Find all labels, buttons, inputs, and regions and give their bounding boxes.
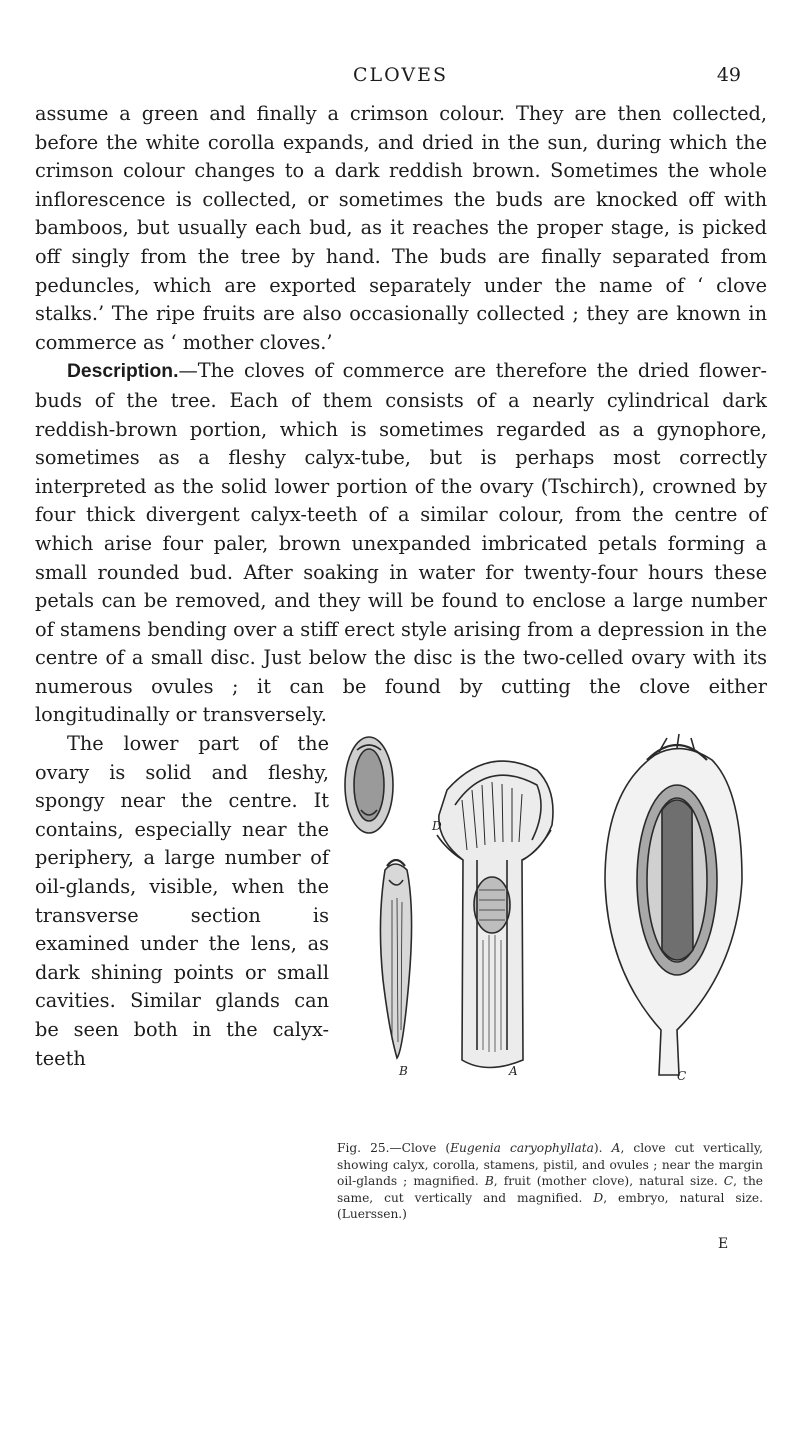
- label-b: B: [399, 1064, 408, 1079]
- embryo-drawing: [345, 737, 393, 833]
- caption-title-pre: —Clove (: [389, 1141, 451, 1156]
- caption-fig-num: Fig. 25.: [337, 1141, 390, 1156]
- paragraph-3: The lower part of the ovary is solid and fleshy, spongy near the centre. It contains, especially near the periphery, a large number of oil-glands, visible, when the transverse section is examined under the lens, as dark shining points or small cavities. Similar glands can be seen both in the calyx-teeth: [35, 732, 329, 1070]
- caption-credit: (Luerssen.): [337, 1207, 407, 1222]
- caption-c-label: C: [723, 1174, 734, 1189]
- label-c: C: [677, 1069, 687, 1084]
- fruit-section-drawing: [605, 734, 742, 1075]
- signature-mark: E: [718, 1236, 729, 1252]
- body-text: [35, 100, 767, 1448]
- caption-a-label: A: [611, 1141, 621, 1156]
- paragraph-description: [35, 357, 767, 730]
- description-heading: Description.: [67, 361, 179, 383]
- caption-a-text: , clove cut vertically, showing calyx, corolla, stamens, pistil, and ovules ; near the margin oil-glands ; magnified.: [337, 1141, 763, 1189]
- description-text: —The cloves of commerce are therefore the dried flower-buds of the tree. Each of them consists of a nearly cylindrical dark reddish-brown portion, which is sometimes regarded as a gynophore, sometimes as a fleshy calyx-tube, but is perhaps most correctly interpreted as the solid lower portion of the ovary (Tschirch), crowned by four thick divergent calyx-teeth of a similar colour, from the centre of which arise four paler, brown unexpanded imbricated petals forming a small rounded bud. After soaking in water for twenty-four hours these petals can be removed, and they will be found to enclose a large number of stamens bending over a stiff erect style arising from a depression in the centre of a small disc. Just below the disc is the two-celled ovary with its numerous ovules ; it can be found by cutting the clove either longitudinally or transversely.: [35, 359, 767, 727]
- paragraph-1: assume a green and finally a crimson colour. They are then collected, before the white corolla expands, and dried in the sun, during which the crimson colour changes to a dark reddish brown. Sometimes the whole inflorescence is collected, or sometimes the buds are knocked off with bamboos, but usually each bud, as it reaches the proper stage, is picked off singly from the tree by hand. The buds are finally separated from peduncles, which are exported separately under the name of ‘ clove stalks.’ The ripe fruits are also occasionally collected ; they are known in commerce as ‘ mother cloves.’: [35, 102, 767, 354]
- figure: [337, 730, 767, 1448]
- caption-b-label: B: [484, 1174, 494, 1189]
- caption-d-text: , embryo, natural size.: [603, 1190, 764, 1205]
- label-a: A: [509, 1064, 518, 1079]
- running-head: CLOVES: [352, 64, 448, 86]
- caption-d-label: D: [593, 1190, 604, 1205]
- caption-species: Eugenia caryophyllata: [450, 1141, 594, 1156]
- figure-caption: [337, 1140, 763, 1223]
- page-number: 49: [716, 64, 741, 86]
- clove-section-drawing: [437, 761, 553, 1067]
- page-header: [0, 62, 801, 92]
- clove-illustration: [337, 730, 767, 1140]
- label-d: D: [432, 819, 442, 834]
- caption-b-text: , fruit (mother clove), natural size.: [493, 1174, 718, 1189]
- mother-clove-drawing: [380, 860, 411, 1058]
- caption-title-post: ).: [593, 1141, 603, 1156]
- caption-c-text: , the same, cut vertically and magnified.: [337, 1174, 764, 1205]
- figure-illustration: [337, 730, 767, 1140]
